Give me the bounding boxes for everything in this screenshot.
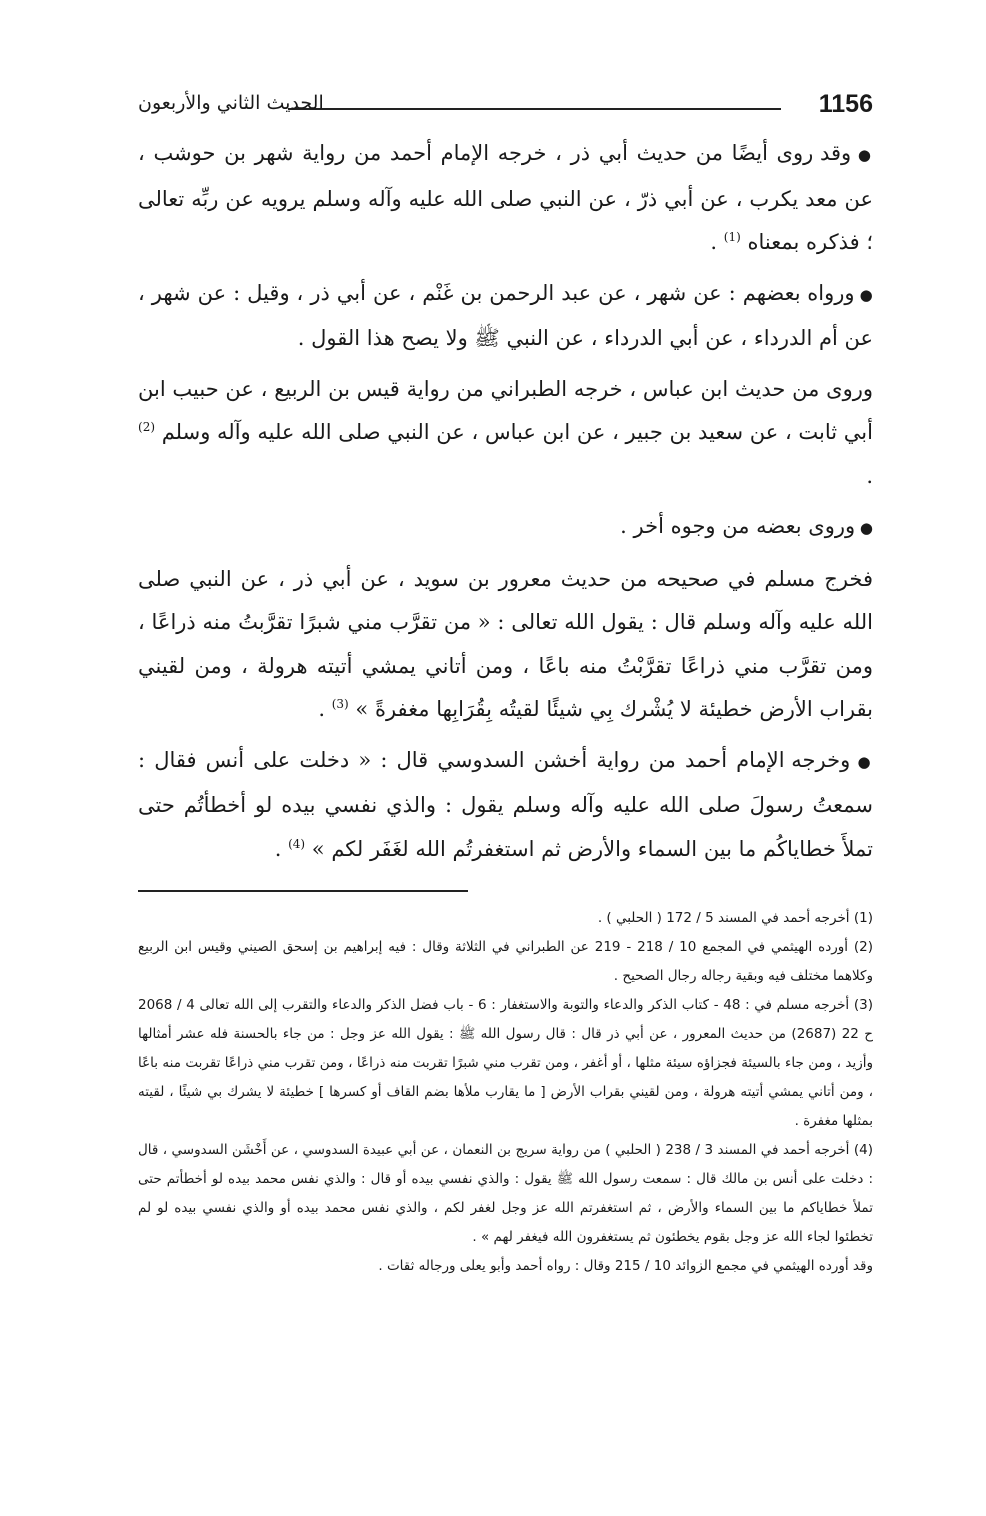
page-number: 1156: [818, 90, 873, 118]
paragraph-3: وروى من حديث ابن عباس ، خرجه الطبراني من رواية قيس بن الربيع ، عن حبيب ابن أبي ثابت ، عن سعيد بن جبير ، عن ابن عباس ، عن النبي صلى الله عليه وآله وسلم $^{(2)}$ .: [138, 376, 873, 488]
footnotes: [138, 904, 873, 1281]
footnote-ref-4: (4): [288, 836, 306, 851]
footnote-1: (1) أخرجه أحمد في المسند 5 / 172 ( الحلبي ) .: [597, 910, 873, 926]
header-rule: [288, 108, 781, 110]
footnote-4: (4) أخرجه أحمد في المسند 3 / 238 ( الحلبي ) من رواية سريج بن النعمان ، عن أبي عبيدة السدوسي ، عن أَخْشَن السدوسي ، قال : دخلت على أنس بن مالك قال : سمعت رسول الله ﷺ يقول : والذي نفسي بيده أو قال : والذي نفس محمد بيده لو أخطأتم حتى تملأ خطاياكم ما بين السماء والأرض ، ثم استغفرتم الله عز وجل لغفر لكم ، والذي نفس محمد بيده أو والذي نفسي بيده لو لم تخطئوا لجاء الله عز وجل بقوم يخطئون ثم يستغفرون الله فيغفر لهم » .: [138, 1142, 873, 1245]
running-title: الحديث الثاني والأربعون: [138, 92, 324, 114]
footnote-3: (3) أخرجه مسلم في : 48 - كتاب الذكر والدعاء والتوبة والاستغفار : 6 - باب فضل الذكر والدعاء والتقرب إلى الله تعالى 4 / 2068 ح 22 (2687) من حديث المعرور ، عن أبي ذر قال : قال رسول الله ﷺ : يقول الله عز وجل : من جاء بالحسنة فله عشر أمثالها وأزيد ، ومن جاء بالسيئة فجزاؤه سيئة مثلها ، أو أغفر ، ومن تقرب مني شبرًا تقربت منه ذراعًا ، ومن تقرب مني ذراعًا تقربت منه باعًا ، ومن أتاني يمشي أتيته هرولة ، ومن لقيني بقراب الأرض [ ما يقارب ملأها بضم القاف أو كسرها ] خطيئة لا يشرك بي شيئًا ، لقيته بمثلها مغفرة .: [138, 997, 873, 1129]
book-page: [138, 84, 873, 1281]
footnote-ref-2: (2): [138, 420, 156, 434]
paragraph-1: ● وقد روى أيضًا من حديث أبي ذر ، خرجه الإمام أحمد من رواية شهر بن حوشب ، عن معد يكرب ، عن أبي ذرّ ، عن النبي صلى الله عليه وآله وسلم يرويه عن ربِّه تعالى ؛ فذكره بمعناه $^{(1)}$ .: [138, 132, 873, 265]
footnote-4-continued: وقد أورده الهيثمي في مجمع الزوائد 10 / 215 وقال : رواه أحمد وأبو يعلى ورجاله ثقات .: [378, 1258, 873, 1274]
paragraph-2: ● ورواه بعضهم : عن شهر ، عن عبد الرحمن بن غَنْم ، عن أبي ذر ، وقيل : عن شهر ، عن أم الدرداء ، عن أبي الدرداء ، عن النبي ﷺ ولا يصح هذا القول .: [138, 272, 873, 361]
footnote-2: (2) أورده الهيثمي في المجمع 10 / 218 - 219 عن الطبراني في الثلاثة وقال : فيه إبراهيم بن إسحق الصيني وقيس ابن الربيع وكلاهما مختلف فيه وبقية رجاله رجال الصحيح .: [138, 939, 874, 984]
footnote-ref-3: (3): [331, 697, 349, 711]
footnote-separator: [138, 878, 873, 904]
page-header: [138, 84, 873, 132]
main-text: [138, 132, 873, 871]
paragraph-6: ● وخرجه الإمام أحمد من رواية أخشن السدوسي قال : « دخلت على أنس فقال : سمعتُ رسولَ صلى الله عليه وآله وسلم يقول : والذي نفسي بيده لو أخطأتُم حتى تملأَ خطاياكُم ما بين السماء والأرض ثم استغفرتُم الله لغَفَر لكم » $^{(4)}$ .: [138, 739, 873, 872]
paragraph-4: ● وروى بعضه من وجوه أخر .: [138, 505, 873, 551]
paragraph-5: فخرج مسلم في صحيحه من حديث معرور بن سويد ، عن أبي ذر ، عن النبي صلى الله عليه وآله وسلم قال : يقول الله تعالى : « من تقرَّب مني شبرًا تقرَّبتُ منه ذراعًا ، ومن تقرَّب مني ذراعًا تقرَّبْتُ منه باعًا ، ومن أتاني يمشي أتيته هرولة ، ومن لقيني بقراب الأرض خطيئة لا يُشْرك بِي شيئًا لقيتُه بِقُرَابِها مغفرةً » $^{(3)}$ .: [138, 566, 873, 721]
footnote-ref-1: (1): [723, 230, 741, 244]
